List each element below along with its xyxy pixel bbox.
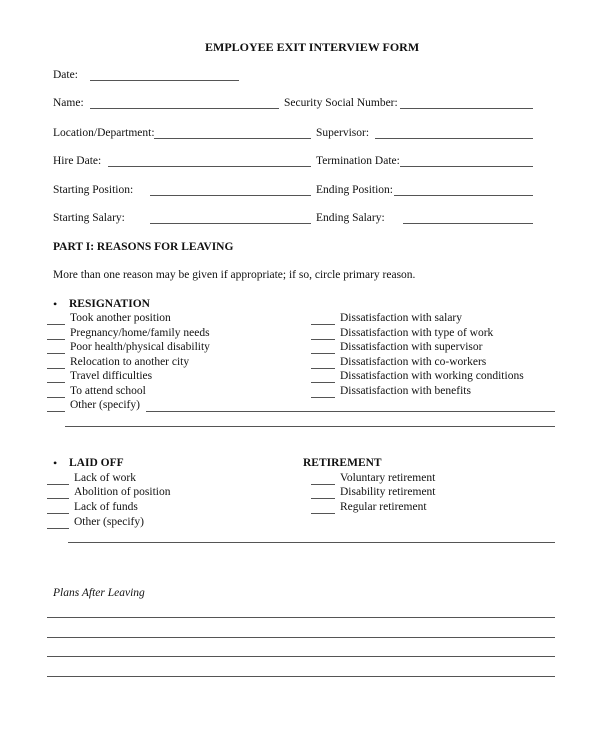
plans-after-leaving-label: Plans After Leaving: [53, 587, 145, 599]
checkbox-blank[interactable]: [311, 353, 335, 354]
checkbox-blank[interactable]: [47, 528, 69, 529]
starting-salary-field[interactable]: [150, 223, 311, 224]
resignation-heading: RESIGNATION: [69, 298, 150, 310]
reason-dissatisfaction-type-of-work: Dissatisfaction with type of work: [340, 327, 494, 339]
checkbox-blank[interactable]: [47, 411, 65, 412]
part1-heading: PART I: REASONS FOR LEAVING: [53, 241, 234, 253]
reason-other-specify: Other (specify): [70, 399, 140, 411]
part1-instruction: More than one reason may be given if appropriate; if so, circle primary reason.: [53, 269, 416, 281]
reason-attend-school: To attend school: [70, 385, 146, 397]
name-field[interactable]: [90, 108, 279, 109]
plans-line-4[interactable]: [47, 676, 555, 677]
laid-off-lack-of-funds: Lack of funds: [74, 501, 138, 513]
checkbox-blank[interactable]: [311, 382, 335, 383]
starting-salary-label: Starting Salary:: [53, 212, 125, 224]
termination-date-label: Termination Date:: [316, 155, 400, 167]
name-label: Name:: [53, 97, 84, 109]
checkbox-blank[interactable]: [311, 397, 335, 398]
retirement-disability: Disability retirement: [340, 486, 436, 498]
plans-line-1[interactable]: [47, 617, 555, 618]
reason-dissatisfaction-benefits: Dissatisfaction with benefits: [340, 385, 471, 397]
laid-off-heading: LAID OFF: [69, 457, 124, 469]
checkbox-blank[interactable]: [47, 498, 69, 499]
checkbox-blank[interactable]: [311, 498, 335, 499]
checkbox-blank[interactable]: [47, 397, 65, 398]
reason-travel-difficulties: Travel difficulties: [70, 370, 153, 382]
checkbox-blank[interactable]: [47, 484, 69, 485]
reason-relocation: Relocation to another city: [70, 356, 190, 368]
supervisor-field[interactable]: [375, 138, 533, 139]
plans-line-3[interactable]: [47, 656, 555, 657]
checkbox-blank[interactable]: [47, 368, 65, 369]
reason-family-needs: Pregnancy/home/family needs: [70, 327, 210, 339]
laid-off-other-specify: Other (specify): [74, 516, 144, 528]
checkbox-blank[interactable]: [47, 353, 65, 354]
supervisor-label: Supervisor:: [316, 127, 370, 139]
starting-position-label: Starting Position:: [53, 184, 134, 196]
ending-position-field[interactable]: [394, 195, 533, 196]
hire-date-field[interactable]: [108, 166, 311, 167]
reason-poor-health: Poor health/physical disability: [70, 341, 210, 353]
checkbox-blank[interactable]: [47, 339, 65, 340]
termination-date-field[interactable]: [400, 166, 533, 167]
resignation-bullet: •: [53, 297, 58, 311]
form-title: EMPLOYEE EXIT INTERVIEW FORM: [205, 40, 420, 54]
reason-dissatisfaction-co-workers: Dissatisfaction with co-workers: [340, 356, 487, 368]
checkbox-blank[interactable]: [311, 368, 335, 369]
laid-off-abolition-of-position: Abolition of position: [74, 486, 171, 498]
checkbox-blank[interactable]: [311, 324, 335, 325]
retirement-voluntary: Voluntary retirement: [340, 472, 436, 484]
reason-took-another-position: Took another position: [70, 312, 171, 324]
reason-dissatisfaction-working-conditions: Dissatisfaction with working conditions: [340, 370, 524, 382]
checkbox-blank[interactable]: [311, 484, 335, 485]
ssn-label: Security Social Number:: [284, 97, 398, 109]
checkbox-blank[interactable]: [47, 513, 69, 514]
checkbox-blank[interactable]: [311, 513, 335, 514]
checkbox-blank[interactable]: [47, 382, 65, 383]
retirement-heading: RETIREMENT: [303, 457, 382, 469]
laid-off-lack-of-work: Lack of work: [74, 472, 136, 484]
laid-off-bullet: •: [53, 456, 58, 470]
checkbox-blank[interactable]: [311, 339, 335, 340]
other-specify-field[interactable]: [146, 411, 555, 412]
reason-dissatisfaction-salary: Dissatisfaction with salary: [340, 312, 463, 324]
date-field[interactable]: [90, 80, 239, 81]
checkbox-blank[interactable]: [47, 324, 65, 325]
ending-salary-label: Ending Salary:: [316, 212, 385, 224]
laid-off-other-field[interactable]: [68, 542, 555, 543]
ending-position-label: Ending Position:: [316, 184, 393, 196]
hire-date-label: Hire Date:: [53, 155, 102, 167]
other-specify-field-2[interactable]: [65, 426, 555, 427]
retirement-regular: Regular retirement: [340, 501, 427, 513]
reason-dissatisfaction-supervisor: Dissatisfaction with supervisor: [340, 341, 483, 353]
location-field[interactable]: [154, 138, 311, 139]
date-label: Date:: [53, 69, 78, 81]
ssn-field[interactable]: [400, 108, 533, 109]
starting-position-field[interactable]: [150, 195, 311, 196]
ending-salary-field[interactable]: [403, 223, 533, 224]
location-label: Location/Department:: [53, 127, 155, 139]
plans-line-2[interactable]: [47, 637, 555, 638]
